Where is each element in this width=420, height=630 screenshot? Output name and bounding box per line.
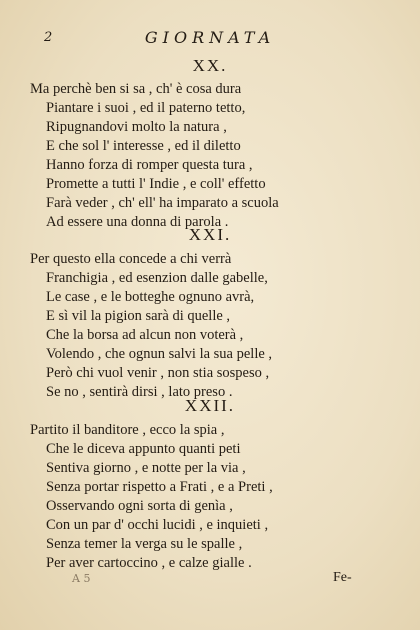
stanza-number: XXI. [188,225,232,244]
verse-line: Se no , sentirà dirsi , lato preso . [46,384,233,400]
verse-line: Ad essere una donna di parola . [46,214,229,230]
verse-line: Senza portar rispetto a Frati , e a Preti , [46,479,273,495]
verse-line: Sentiva giorno , e notte per la via , [46,460,246,476]
verse-line: Farà veder , ch' ell' ha imparato a scuola [46,195,279,211]
verse-line: Partito il banditore , ecco la spia , [30,422,225,438]
verse-line: Osservando ogni sorta di genìa , [46,498,233,514]
verse-line: Per questo ella concede a chi verrà [30,251,232,267]
verse-line: Con un par d' occhi lucidi , e inquieti , [46,517,269,533]
verse-line: Hanno forza di romper questa tura , [46,157,253,173]
verse-line: Che la borsa ad alcun non voterà , [46,327,244,343]
verse-line: Ma perchè ben si sa , ch' è cosa dura [30,81,242,97]
page-number: 2 [44,30,53,45]
verse-line: Senza temer la verga su le spalle , [46,536,243,552]
verse-line: Volendo , che ognun salvi la sua pelle , [46,346,273,362]
verse-line: E sì vil la pigion sarà di quelle , [46,308,231,324]
verse-line: Franchigia , ed esenzion dalle gabelle, [46,270,268,286]
verse-line: Le case , e le botteghe ognuno avrà, [46,289,255,305]
verse-line: Ripugnandovi molto la natura , [46,119,227,135]
verse-line: E che sol l' interesse , ed il diletto [46,138,241,154]
stanza-number: XXII. [184,396,236,415]
running-title: GIORNATA [144,28,276,47]
verse-line: Che le diceva appunto quanti peti [46,441,241,457]
verse-line: Promette a tutti l' Indie , e coll' effetto [46,176,266,192]
catchword: Fe- [333,570,352,585]
stanza-number: XX. [192,56,228,75]
verse-line: Per aver cartoccino , e calze gialle . [46,555,252,571]
verse-line: Piantare i suoi , ed il paterno tetto, [46,100,246,116]
verse-line: Però chi vuol venir , non stia sospeso , [46,365,270,381]
signature-mark: A 5 [72,572,91,585]
